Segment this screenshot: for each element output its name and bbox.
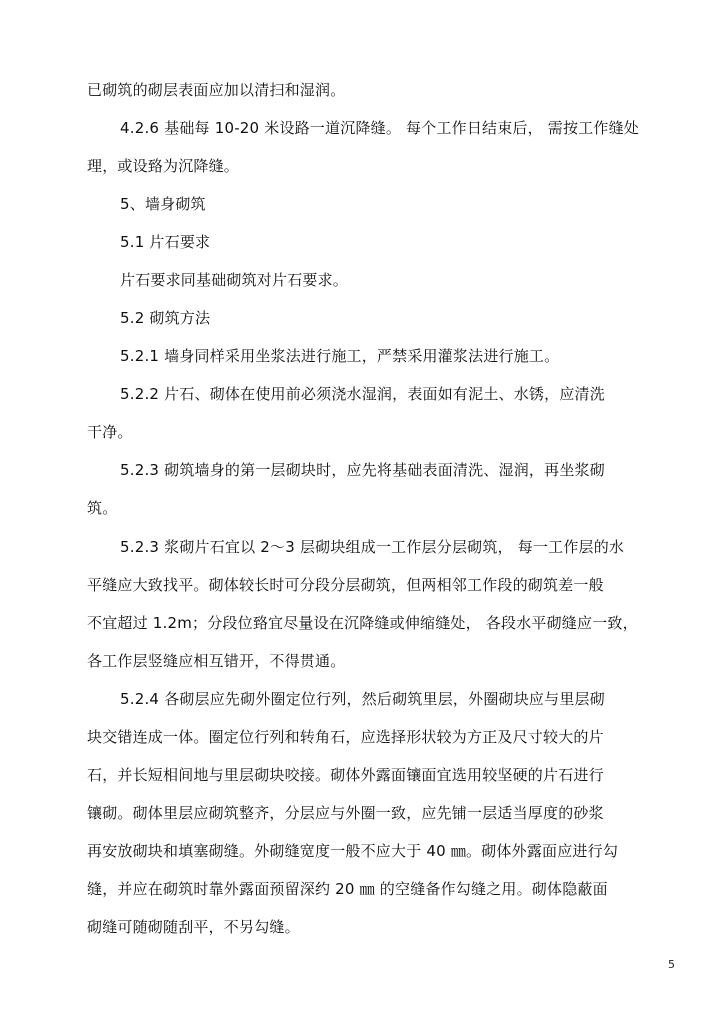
text-line: 理，或设臵为沉降缝。 bbox=[87, 157, 240, 175]
text-line: 镶砌。砌体里层应砌筑整齐，分层应与外圈一致，应先铺一层适当厚度的砂浆 bbox=[87, 804, 604, 822]
subsection-heading: 5.2 砌筑方法 bbox=[120, 309, 211, 327]
text-line: 片石要求同基础砌筑对片石要求。 bbox=[120, 271, 349, 289]
text-line: 缝，并应在砌筑时靠外露面预留深约 20 ㎜ 的空缝备作勾缝之用。砌体隐蔽面 bbox=[87, 880, 608, 898]
page-number: 5 bbox=[668, 958, 675, 971]
text-line: 已砌筑的砌层表面应加以清扫和湿润。 bbox=[87, 81, 346, 99]
text-line: 不宜超过 1.2m；分段位臵宜尽量设在沉降缝或伸缩缝处， 各段水平砌缝应一致， bbox=[87, 614, 638, 632]
text-line: 5.2.4 各砌层应先砌外圈定位行列，然后砌筑里层，外圈砌块应与里层砌 bbox=[120, 690, 605, 708]
text-line: 平缝应大致找平。砌体较长时可分段分层砌筑，但两相邻工作段的砌筑差一般 bbox=[87, 576, 604, 594]
text-line: 4.2.6 基础每 10-20 米设路一道沉降缝。 每个工作日结束后， 需按工作缝处 bbox=[120, 119, 639, 137]
text-line: 块交错连成一体。圈定位行列和转角石，应选择形状较为方正及尺寸较大的片 bbox=[87, 728, 604, 746]
text-line: 5.2.2 片石、砌体在使用前必须浇水湿润，表面如有泥土、水锈，应清洗 bbox=[120, 385, 605, 403]
text-line: 筑。 bbox=[87, 499, 118, 517]
text-line: 5.2.3 砌筑墙身的第一层砌块时，应先将基础表面清洗、湿润，再坐浆砌 bbox=[120, 461, 605, 479]
text-line: 再安放砌块和填塞砌缝。外砌缝宽度一般不应大于 40 ㎜。砌体外露面应进行勾 bbox=[87, 842, 619, 860]
text-line: 砌缝可随砌随刮平，不另勾缝。 bbox=[87, 918, 300, 936]
text-line: 5.2.3 浆砌片石宜以 2～3 层砌块组成一工作层分层砌筑， 每一工作层的水 bbox=[120, 538, 625, 556]
text-line: 各工作层竖缝应相互错开，不得贯通。 bbox=[87, 652, 346, 670]
text-line: 干净。 bbox=[87, 423, 133, 441]
text-line: 石，并长短相间地与里层砌块咬接。砌体外露面镶面宜选用较坚硬的片石进行 bbox=[87, 766, 604, 784]
text-line: 5.2.1 墙身同样采用坐浆法进行施工，严禁采用灌浆法进行施工。 bbox=[120, 347, 560, 365]
section-heading: 5、墙身砌筑 bbox=[120, 195, 206, 213]
subsection-heading: 5.1 片石要求 bbox=[120, 233, 211, 251]
